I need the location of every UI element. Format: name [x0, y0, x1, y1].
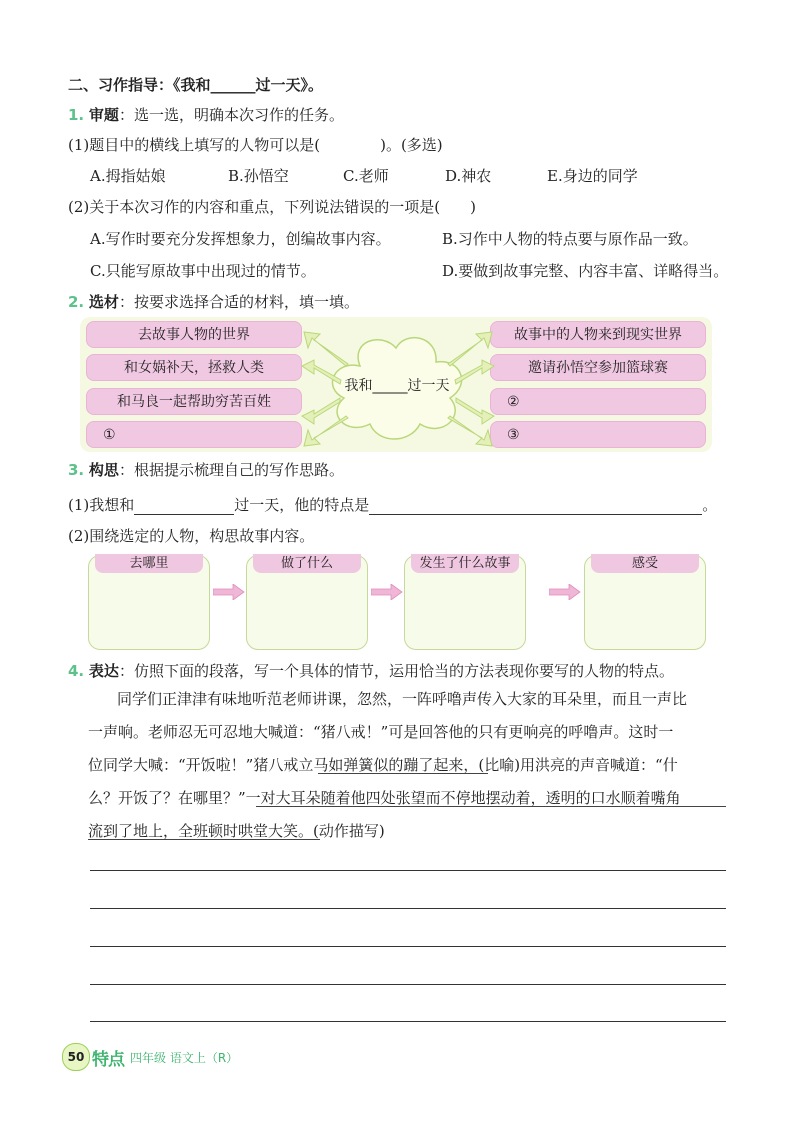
step-tab-where: 去哪里 — [95, 554, 203, 573]
model-paragraph-line-2: 一声响。老师忍无可忍地大喊道：“猪八戒！”可是回答他的只有更响亮的呼噜声。这时一 — [88, 723, 674, 741]
writing-line-1[interactable] — [90, 870, 726, 871]
q3-title: 构思 — [88, 461, 119, 479]
q1-sub2-option-b: B.习作中人物的特点要与原作品一致。 — [442, 230, 698, 248]
model-paragraph-line-1: 同学们正津津有味地听范老师讲课，忽然，一阵呼噜声传入大家的耳朵里，而且一声比 — [117, 690, 688, 708]
q1-sub1-option-a: A.拇指姑娘 — [90, 167, 166, 185]
q1-sub1-option-d: D.神农 — [445, 167, 492, 185]
q2-number: 2. — [68, 293, 85, 311]
step-box-feeling[interactable] — [584, 555, 706, 650]
model-paragraph-line-4: 么？开饭了？在哪里？”一对大耳朵随着他四处张望而不停地摆动着，透明的口水顺着嘴角 — [88, 789, 681, 807]
step-arrow-1 — [213, 584, 245, 600]
writing-line-3[interactable] — [90, 946, 726, 947]
step-tab-feeling: 感受 — [591, 554, 699, 573]
section-title: 二、习作指导：《我和______过一天》。 — [68, 76, 324, 94]
left-item-2: 和马良一起帮助穷苦百姓 — [86, 388, 302, 415]
underline-simile — [318, 773, 488, 774]
arrow-to-left-3 — [302, 398, 340, 424]
q1-sub1-option-e: E.身边的同学 — [547, 167, 638, 185]
q3-sub2: (2)围绕选定的人物，构思故事内容。 — [68, 527, 315, 545]
q1-number: 1. — [68, 106, 85, 124]
q1-sub2: (2)关于本次习作的内容和重点，下列说法错误的一项是( ) — [68, 198, 476, 216]
q3-sub1-prefix: (1)我想和 — [68, 496, 135, 514]
left-item-3: ① — [86, 421, 302, 448]
q4-heading — [68, 660, 674, 681]
step-box-story[interactable] — [404, 555, 526, 650]
q1-instruction: ：选一选，明确本次习作的任务。 — [118, 106, 344, 124]
left-header-pill: 去故事人物的世界 — [86, 321, 302, 348]
q3-sub1-suffix: 。 — [702, 496, 718, 514]
model-paragraph-line-3: 位同学大喊：“开饭啦！”猪八戒立马如弹簧似的蹦了起来，(比喻)用洪亮的声音喊道：“什 — [88, 756, 678, 774]
writing-line-4[interactable] — [90, 984, 726, 985]
q4-number: 4. — [68, 662, 85, 680]
step-tab-what: 做了什么 — [253, 554, 361, 573]
center-topic-label: 我和_____过一天 — [344, 378, 450, 394]
q2-heading — [68, 291, 359, 312]
q1-sub2-option-a: A.写作时要充分发挥想象力，创编故事内容。 — [90, 230, 391, 248]
model-paragraph-line-5: 流到了地上，全班顿时哄堂大笑。(动作描写) — [88, 822, 385, 840]
character-blank[interactable] — [134, 498, 234, 515]
q1-sub2-option-d: D.要做到故事完整、内容丰富、详略得当。 — [442, 262, 729, 280]
q2-title: 选材 — [88, 293, 119, 311]
right-item-3: ③ — [490, 421, 706, 448]
underline-action-2 — [88, 839, 320, 840]
brand-logo: 特点 — [92, 1050, 124, 1070]
left-item-1: 和女娲补天，拯救人类 — [86, 354, 302, 381]
step-tab-story: 发生了什么故事 — [411, 554, 519, 573]
trait-blank[interactable] — [369, 498, 702, 515]
q1-title: 审题 — [88, 106, 119, 124]
q1-heading — [68, 104, 344, 125]
right-item-1: 邀请孙悟空参加篮球赛 — [490, 354, 706, 381]
q3-instruction: ：根据提示梳理自己的写作思路。 — [118, 461, 344, 479]
q3-sub1 — [68, 494, 717, 515]
writing-line-2[interactable] — [90, 908, 726, 909]
q1-sub1-option-b: B.孙悟空 — [228, 167, 289, 185]
step-arrow-2 — [371, 584, 403, 600]
q1-sub1: (1)题目中的横线上填写的人物可以是( )。(多选) — [68, 136, 443, 154]
arrow-to-right-3 — [456, 398, 494, 424]
q3-sub1-middle: 过一天，他的特点是 — [234, 496, 370, 514]
q2-instruction: ：按要求选择合适的材料，填一填。 — [118, 293, 359, 311]
q3-heading — [68, 459, 344, 480]
q1-sub1-option-c: C.老师 — [343, 167, 389, 185]
page-number: 50 — [62, 1043, 90, 1071]
step-box-where[interactable] — [88, 555, 210, 650]
arrow-to-right-1 — [448, 332, 492, 366]
footer-grade-subject: 四年级 语文上（R） — [130, 1051, 239, 1065]
arrow-to-left-1 — [304, 332, 348, 366]
step-box-what[interactable] — [246, 555, 368, 650]
q4-instruction: ：仿照下面的段落，写一个具体的情节，运用恰当的方法表现你要写的人物的特点。 — [118, 662, 674, 680]
q1-sub2-option-c: C.只能写原故事中出现过的情节。 — [90, 262, 316, 280]
right-item-2: ② — [490, 388, 706, 415]
step-arrow-3 — [549, 584, 581, 600]
right-header-pill: 故事中的人物来到现实世界 — [490, 321, 706, 348]
underline-action-1 — [256, 806, 726, 807]
writing-line-5[interactable] — [90, 1021, 726, 1022]
q4-title: 表达 — [88, 662, 119, 680]
q3-number: 3. — [68, 461, 85, 479]
